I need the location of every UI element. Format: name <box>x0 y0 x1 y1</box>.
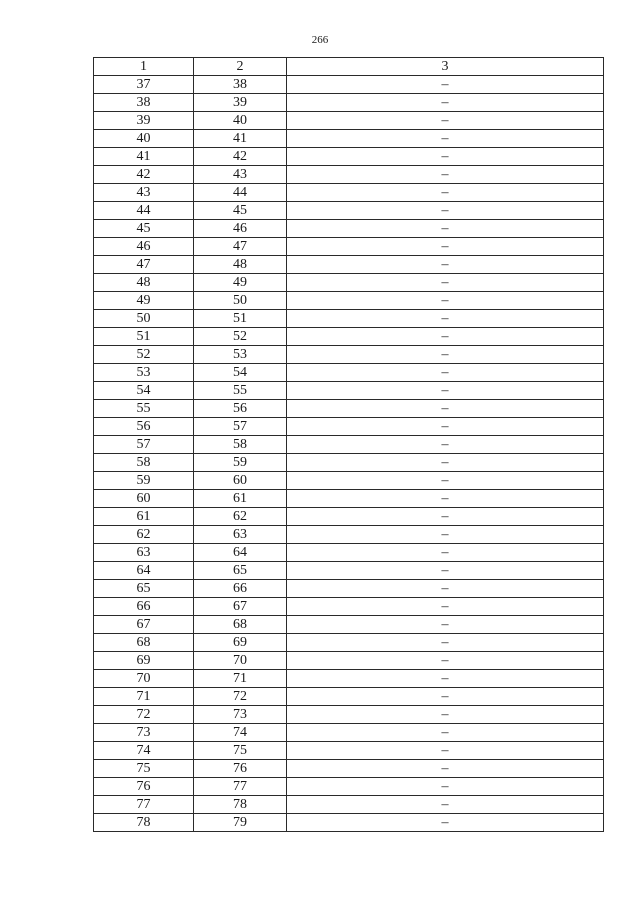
data-table <box>93 57 604 832</box>
table-cell-col-2: 44 <box>194 184 287 202</box>
table-cell-col-3: – <box>287 148 604 166</box>
table-cell-col-1: 77 <box>94 796 194 814</box>
table-row <box>94 508 604 526</box>
table-cell-col-3: – <box>287 238 604 256</box>
table-row <box>94 112 604 130</box>
table-cell-col-1: 71 <box>94 688 194 706</box>
table-row <box>94 526 604 544</box>
table-cell-col-1: 43 <box>94 184 194 202</box>
table-row <box>94 454 604 472</box>
table-cell-col-3: – <box>287 616 604 634</box>
table-cell-col-3: – <box>287 256 604 274</box>
table-cell-col-2: 66 <box>194 580 287 598</box>
table-row <box>94 544 604 562</box>
table-cell-col-1: 74 <box>94 742 194 760</box>
table-cell-col-3: – <box>287 634 604 652</box>
table-row <box>94 706 604 724</box>
table-cell-col-3: – <box>287 94 604 112</box>
table-cell-col-3: – <box>287 112 604 130</box>
table-cell-col-3: – <box>287 670 604 688</box>
table-cell-col-1: 78 <box>94 814 194 832</box>
table-cell-col-1: 69 <box>94 652 194 670</box>
table-cell-col-3: – <box>287 166 604 184</box>
table-cell-col-3: – <box>287 454 604 472</box>
table-cell-col-1: 67 <box>94 616 194 634</box>
table-row <box>94 94 604 112</box>
table-cell-col-3: – <box>287 400 604 418</box>
table-cell-col-1: 45 <box>94 220 194 238</box>
table-cell-col-2: 54 <box>194 364 287 382</box>
table-row <box>94 310 604 328</box>
table-cell-col-2: 48 <box>194 256 287 274</box>
table-cell-col-1: 62 <box>94 526 194 544</box>
table-cell-col-3: – <box>287 202 604 220</box>
table-cell-col-3: – <box>287 328 604 346</box>
table-cell-col-2: 75 <box>194 742 287 760</box>
table-cell-col-2: 69 <box>194 634 287 652</box>
table-cell-col-1: 63 <box>94 544 194 562</box>
table-cell-col-3: – <box>287 508 604 526</box>
table-cell-col-1: 68 <box>94 634 194 652</box>
table-cell-col-1: 47 <box>94 256 194 274</box>
table-cell-col-2: 40 <box>194 112 287 130</box>
table-cell-col-1: 76 <box>94 778 194 796</box>
table-cell-col-2: 60 <box>194 472 287 490</box>
table-cell-col-3: – <box>287 418 604 436</box>
table-row <box>94 472 604 490</box>
table-cell-col-3: – <box>287 706 604 724</box>
table-cell-col-1: 66 <box>94 598 194 616</box>
table-cell-col-2: 59 <box>194 454 287 472</box>
table-row <box>94 328 604 346</box>
table-cell-col-1: 48 <box>94 274 194 292</box>
table-cell-col-1: 37 <box>94 76 194 94</box>
table-cell-col-3: – <box>287 760 604 778</box>
table-cell-col-1: 38 <box>94 94 194 112</box>
table-row <box>94 580 604 598</box>
table-row <box>94 418 604 436</box>
table-cell-col-2: 46 <box>194 220 287 238</box>
table-cell-col-3: – <box>287 598 604 616</box>
header-row <box>94 58 604 76</box>
table-cell-col-3: – <box>287 310 604 328</box>
table-cell-col-2: 61 <box>194 490 287 508</box>
table-cell-col-2: 65 <box>194 562 287 580</box>
table-row <box>94 598 604 616</box>
table-row <box>94 274 604 292</box>
table-cell-col-2: 67 <box>194 598 287 616</box>
table-cell-col-2: 53 <box>194 346 287 364</box>
table-cell-col-1: 70 <box>94 670 194 688</box>
table-cell-col-2: 39 <box>194 94 287 112</box>
table-row <box>94 292 604 310</box>
table-cell-col-3: – <box>287 76 604 94</box>
table-cell-col-2: 64 <box>194 544 287 562</box>
table-cell-col-1: 65 <box>94 580 194 598</box>
table-cell-col-1: 50 <box>94 310 194 328</box>
table-cell-col-1: 59 <box>94 472 194 490</box>
table-cell-col-2: 62 <box>194 508 287 526</box>
table-cell-col-3: – <box>287 436 604 454</box>
table-cell-col-1: 42 <box>94 166 194 184</box>
table-cell-col-1: 72 <box>94 706 194 724</box>
table-header <box>94 58 604 76</box>
table-cell-col-2: 57 <box>194 418 287 436</box>
table-row <box>94 760 604 778</box>
table-row <box>94 400 604 418</box>
table-cell-col-2: 41 <box>194 130 287 148</box>
table-cell-col-1: 75 <box>94 760 194 778</box>
table-cell-col-2: 73 <box>194 706 287 724</box>
table-row <box>94 778 604 796</box>
table-cell-col-2: 47 <box>194 238 287 256</box>
table-cell-col-3: – <box>287 346 604 364</box>
table-cell-col-2: 45 <box>194 202 287 220</box>
column-header-2: 2 <box>194 58 287 76</box>
table-cell-col-1: 60 <box>94 490 194 508</box>
table-cell-col-2: 56 <box>194 400 287 418</box>
table-cell-col-3: – <box>287 364 604 382</box>
table-cell-col-1: 51 <box>94 328 194 346</box>
table-cell-col-3: – <box>287 562 604 580</box>
table-row <box>94 148 604 166</box>
table-cell-col-3: – <box>287 526 604 544</box>
table-cell-col-2: 72 <box>194 688 287 706</box>
table-cell-col-2: 42 <box>194 148 287 166</box>
table-row <box>94 436 604 454</box>
table-cell-col-1: 44 <box>94 202 194 220</box>
table-cell-col-3: – <box>287 724 604 742</box>
table-cell-col-1: 39 <box>94 112 194 130</box>
column-header-3: 3 <box>287 58 604 76</box>
table-cell-col-3: – <box>287 130 604 148</box>
table-cell-col-2: 51 <box>194 310 287 328</box>
table-cell-col-2: 55 <box>194 382 287 400</box>
table-row <box>94 346 604 364</box>
table-cell-col-3: – <box>287 184 604 202</box>
table-cell-col-1: 41 <box>94 148 194 166</box>
table-cell-col-3: – <box>287 292 604 310</box>
table-cell-col-1: 61 <box>94 508 194 526</box>
table-cell-col-2: 71 <box>194 670 287 688</box>
table-cell-col-3: – <box>287 796 604 814</box>
table-row <box>94 184 604 202</box>
table-cell-col-2: 70 <box>194 652 287 670</box>
table-row <box>94 724 604 742</box>
table-row <box>94 76 604 94</box>
table-cell-col-3: – <box>287 742 604 760</box>
table-cell-col-1: 40 <box>94 130 194 148</box>
table-cell-col-1: 58 <box>94 454 194 472</box>
page-number: 266 <box>311 34 329 46</box>
table-cell-col-2: 49 <box>194 274 287 292</box>
table-row <box>94 814 604 832</box>
table-cell-col-1: 49 <box>94 292 194 310</box>
table-cell-col-2: 76 <box>194 760 287 778</box>
table-cell-col-3: – <box>287 274 604 292</box>
table-cell-col-1: 73 <box>94 724 194 742</box>
table-row <box>94 688 604 706</box>
table-row <box>94 652 604 670</box>
table-cell-col-1: 53 <box>94 364 194 382</box>
table-cell-col-1: 54 <box>94 382 194 400</box>
table-body <box>94 76 604 832</box>
table-cell-col-2: 58 <box>194 436 287 454</box>
table-cell-col-2: 50 <box>194 292 287 310</box>
table-cell-col-2: 38 <box>194 76 287 94</box>
table-cell-col-1: 46 <box>94 238 194 256</box>
table-row <box>94 202 604 220</box>
table-cell-col-1: 57 <box>94 436 194 454</box>
table-row <box>94 634 604 652</box>
table-row <box>94 796 604 814</box>
table-row <box>94 742 604 760</box>
table-cell-col-2: 77 <box>194 778 287 796</box>
table-cell-col-1: 64 <box>94 562 194 580</box>
table-cell-col-2: 63 <box>194 526 287 544</box>
table-row <box>94 490 604 508</box>
table-cell-col-3: – <box>287 490 604 508</box>
table-row <box>94 562 604 580</box>
table-cell-col-2: 79 <box>194 814 287 832</box>
table-cell-col-1: 52 <box>94 346 194 364</box>
table-cell-col-2: 74 <box>194 724 287 742</box>
table-cell-col-3: – <box>287 220 604 238</box>
table-cell-col-1: 56 <box>94 418 194 436</box>
table-cell-col-1: 55 <box>94 400 194 418</box>
table-row <box>94 670 604 688</box>
table-cell-col-2: 52 <box>194 328 287 346</box>
table-cell-col-3: – <box>287 472 604 490</box>
table-row <box>94 256 604 274</box>
table-cell-col-3: – <box>287 778 604 796</box>
table-cell-col-3: – <box>287 544 604 562</box>
table-cell-col-3: – <box>287 652 604 670</box>
table-row <box>94 382 604 400</box>
table-cell-col-2: 68 <box>194 616 287 634</box>
column-header-1: 1 <box>94 58 194 76</box>
table-row <box>94 130 604 148</box>
table-cell-col-3: – <box>287 580 604 598</box>
table-cell-col-3: – <box>287 814 604 832</box>
table-cell-col-2: 43 <box>194 166 287 184</box>
table-row <box>94 166 604 184</box>
table-row <box>94 364 604 382</box>
table-cell-col-3: – <box>287 382 604 400</box>
table-row <box>94 220 604 238</box>
table-row <box>94 238 604 256</box>
table-row <box>94 616 604 634</box>
table-cell-col-2: 78 <box>194 796 287 814</box>
table-cell-col-3: – <box>287 688 604 706</box>
